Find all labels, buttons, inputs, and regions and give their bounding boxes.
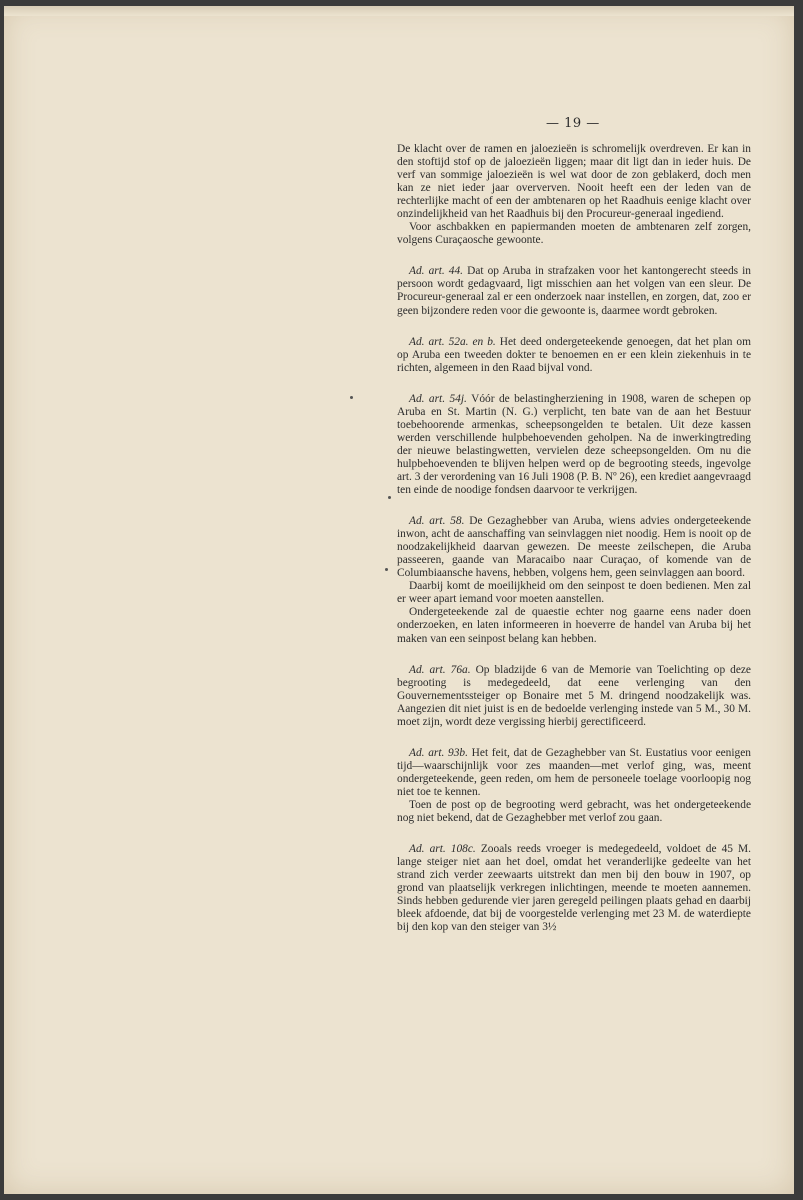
body-text [397,143,751,934]
article-reference: Ad. art. 76a. [409,663,471,676]
paragraph-text: Zooals reeds vroeger is medegedeeld, voldoet de 45 M. lange steiger niet aan het doel, omdat het veranderlijke gedeelte van het strand zich verder zeewaarts uitstrekt dan men bij den bouw in 1907, op grond van plaatselijk verkregen inlichtingen, meende te moeten aannemen. Sinds hebben gedurende vier jaren geregeld peilingen plaats gehad en daarbij bleek afdoende, dat bij de voorgestelde verlenging met 23 M. de waterdiepte bij den kop van den steiger van 3½ [397,843,751,934]
paragraph [397,221,751,247]
paragraph [397,580,751,606]
paragraph [397,664,751,729]
paragraph [397,606,751,645]
paragraph-text: Het feit, dat de Gezaghebber van St. Eustatius voor eenigen tijd—waarschijnlijk voor zes maanden—met verlof ging, was, meent ondergeteekende, geen reden, om hem de personeele toelage voorloopig nog niet toe te kennen. [397,746,751,798]
article-reference: Ad. art. 44. [409,265,464,278]
paragraph-text: Dat op Aruba in strafzaken voor het kantongerecht steeds in persoon wordt gedagvaard, ligt misschien aan het volgen van een sleur. De Procureur-generaal zal er een onderzoek naar instellen, en zorgen, dat, zoo er geen bijzondere reden voor die gewoonte is, daarmee wordt gebroken. [397,265,752,317]
paragraph-text: De Gezaghebber van Aruba, wiens advies ondergeteekende inwon, acht de aanschaffing van seinvlaggen niet noodig. Hem is nooit op de noodzakelijkheid daarvan gewezen. De meeste zeilschepen, die Aruba passeeren, gaande van Maracaibo naar Curaçao, of komende van de Columbiaansche havens, hebben, volgens hem, geen seinvlaggen aan boord. [397,515,751,580]
article-reference: Ad. art. 108c. [409,843,476,856]
paragraph-text: Ondergeteekende zal de quaestie echter nog gaarne eens nader doen onderzoeken, en laten informeeren in hoeverre de handel van Aruba bij het maken van een seinpost belang kan hebben. [397,606,751,645]
paper-speck [385,568,388,571]
paper-speck [350,396,353,399]
paragraph [397,265,751,317]
paragraph [397,747,751,799]
paragraph-text: Op bladzijde 6 van de Memorie van Toelichting op deze begrooting is medegedeeld, dat eene verlenging van den Gouvernementssteiger op Bonaire met 5 M. dringend noodzakelijk was. Aangezien dit niet juist is en de bedoelde verlenging instede van 5 M., 30 M. moet zijn, wordt deze vergissing hierbij gerectificeerd. [397,663,751,728]
page-number: — 19 — [546,116,600,131]
article-reference: Ad. art. 54j. [409,392,467,405]
paragraph-text: Toen de post op de begrooting werd gebracht, was het ondergeteekende nog niet bekend, dat de Gezaghebber met verlof zou gaan. [397,798,751,825]
paragraph [397,336,751,375]
article-reference: Ad. art. 58. [409,515,465,528]
paragraph-text: Daarbij komt de moeilijkheid om den seinpost te doen bedienen. Men zal er weer apart iemand voor moeten aanstellen. [397,580,751,606]
paragraph [397,799,751,825]
article-reference: Ad. art. 52a. en b. [409,335,496,348]
paper-speck [388,496,391,499]
paragraph-text: Voor aschbakken en papiermanden moeten de ambtenaren zelf zorgen, volgens Curaçaosche gewoonte. [397,221,751,247]
paragraph-text: Het deed ondergeteekende genoegen, dat het plan om op Aruba een tweeden dokter te benoemen en er een klein ziekenhuis in te richten, algemeen in den Raad bijval vond. [397,335,751,374]
paragraph [397,393,751,497]
paragraph [397,843,751,934]
article-reference: Ad. art. 93b. [409,746,468,759]
paragraph [397,143,751,221]
paragraph-text: Vóór de belastingherziening in 1908, waren de schepen op Aruba en St. Martin (N. G.) verplicht, ten bate van de aan het Bestuur toebehoorende armenkas, scheepsongelden te betalen. Uit deze kassen werden verschillende hulpbehoevenden geholpen. Na de inwerkingtreding der nieuwe belastingwetten, vervielen deze scheepsongelden. Om nu die hulpbehoevenden te blijven helpen werd op de begrooting steeds, ingevolge art. 3 der verordening van 16 Juli 1908 (P. B. Nº 26), een krediet aangevraagd ten einde de noodige fondsen daarvoor te verkrijgen. [397,392,752,497]
page-top-edge [4,6,794,16]
paragraph-text: De klacht over de ramen en jaloezieën is schromelijk overdreven. Er kan in den stoftijd stof op de jaloezieën liggen; maar dit ligt dan in ieder huis. De verf van sommige jaloezieën is wel wat door de zon geblakerd, doch men kan ze niet ieder jaar oververven. Nooit heeft een der leden van de rechterlijke macht of een der ambtenaren op het Raadhuis eenige klacht over onzindelijkheid van het Raadhuis bij den Procureur-generaal ingediend. [397,143,751,221]
paragraph [397,515,751,580]
